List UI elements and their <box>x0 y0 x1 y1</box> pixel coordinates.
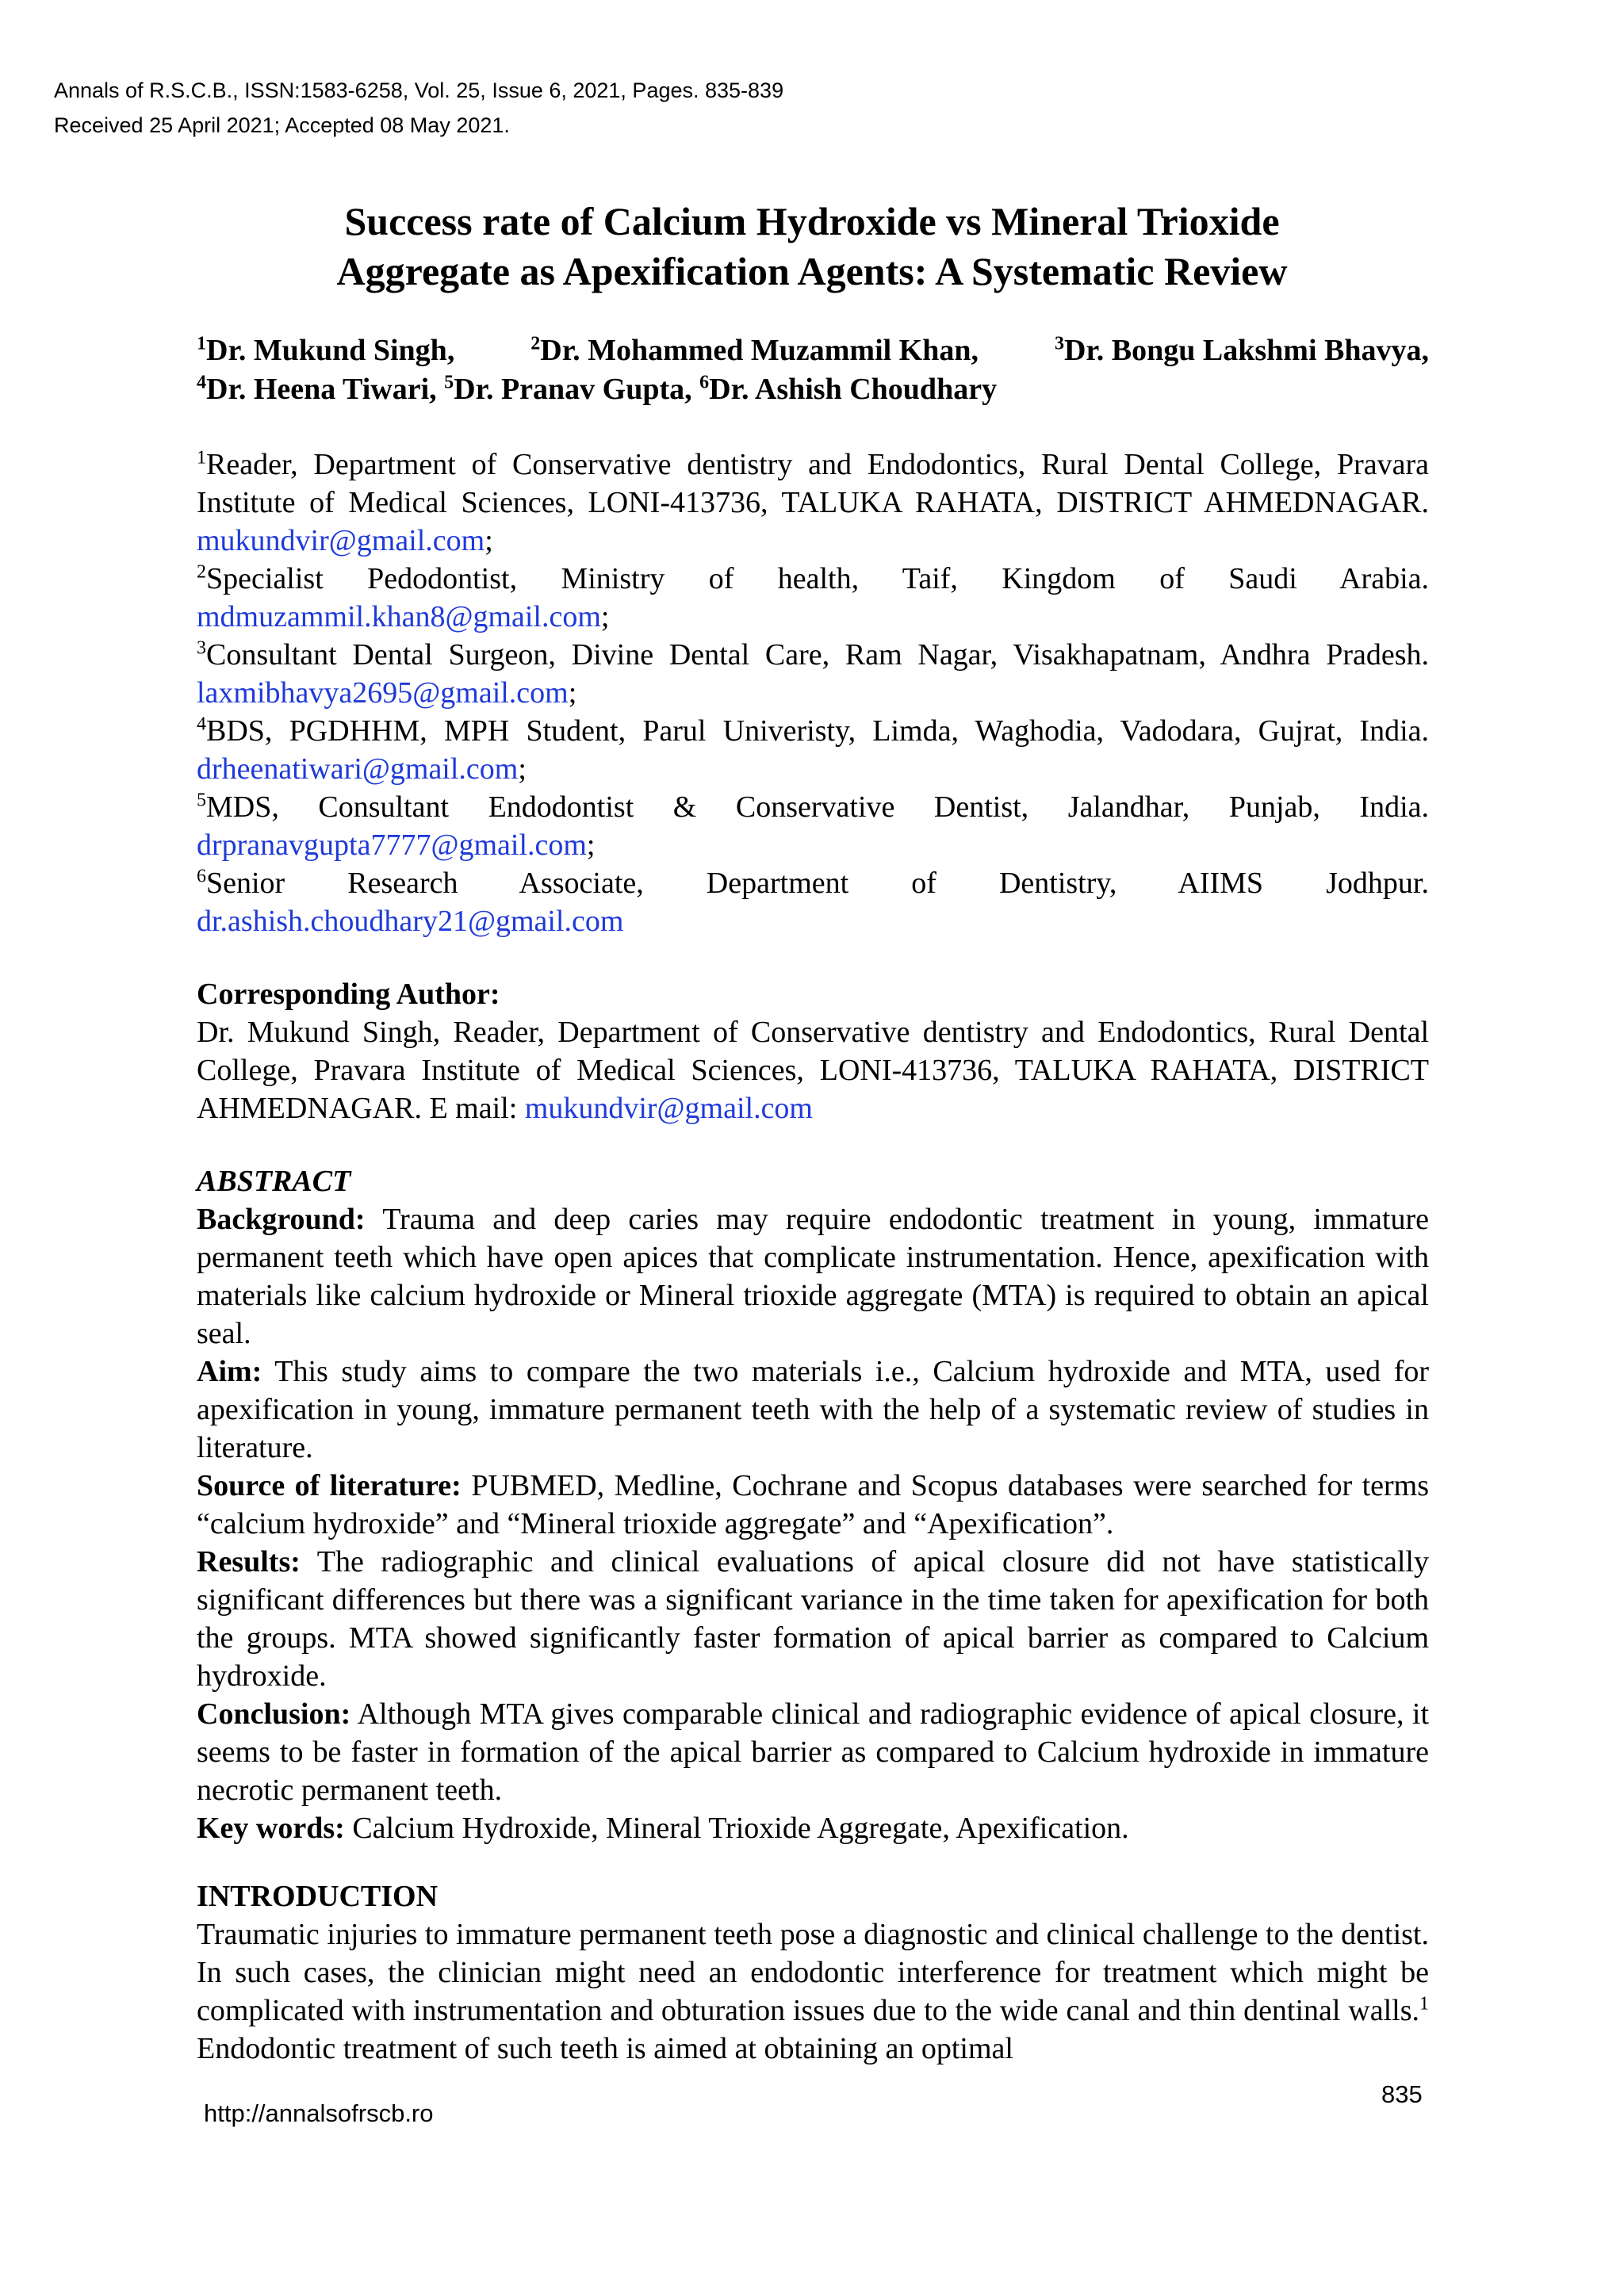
email-link[interactable]: mukundvir@gmail.com <box>197 524 485 557</box>
author: $^2$Dr. Mohammed Muzammil Khan, <box>530 333 979 367</box>
affiliation-1: $^1$Reader, Department of Conservative dentistry and Endodontics, Rural Dental College, Pravara Institute of Medical Sciences, LONI-413736, TALUKA RAHATA, DISTRICT AHMEDNAGAR. mukundvir@gmail.com; <box>197 447 1429 557</box>
journal-header <box>54 73 783 143</box>
affiliation-3: $^3$Consultant Dental Surgeon, Divine Dental Care, Ram Nagar, Visakhapatnam, Andhra Pradesh. laxmibhavya2695@gmail.com; <box>197 637 1429 710</box>
email-link[interactable]: drheenatiwari@gmail.com <box>197 752 519 786</box>
introduction-text: Traumatic injuries to immature permanent teeth pose a diagnostic and clinical challenge to the dentist. In such cases, the clinician might need an endodontic interference for treatment which might be complicated with instrumentation and obturation issues due to the wide canal and thin dentinal walls.$^1$ Endodontic treatment of such teeth is aimed at obtaining an optimal <box>197 1918 1429 2065</box>
abstract-results: Results: The radiographic and clinical evaluations of apical closure did not have statistically significant differences but there was a significant variance in the time taken for apexification for both the groups. MTA showed significantly faster formation of apical barrier as compared to Calcium hydroxide. <box>197 1545 1429 1693</box>
abstract-background: Background: Trauma and deep caries may require endodontic treatment in young, immature permanent teeth which have open apices that complicate instrumentation. Hence, apexification with materials like calcium hydroxide or Mineral trioxide aggregate (MTA) is required to obtain an apical seal. <box>197 1203 1429 1350</box>
email-link[interactable]: drpranavgupta7777@gmail.com <box>197 828 587 862</box>
affiliation-5: $^5$MDS, Consultant Endodontist & Conservative Dentist, Jalandhar, Punjab, India. drpranavgupta7777@gmail.com; <box>197 790 1429 862</box>
introduction-heading: INTRODUCTION <box>197 1880 439 1913</box>
journal-citation: Annals of R.S.C.B., ISSN:1583-6258, Vol. 25, Issue 6, 2021, Pages. 835-839 <box>54 78 784 102</box>
abstract-source: Source of literature: PUBMED, Medline, Cochrane and Scopus databases were searched for terms “calcium hydroxide” and “Mineral trioxide aggregate” and “Apexification”. <box>197 1469 1430 1540</box>
email-link[interactable]: mukundvir@gmail.com <box>524 1092 813 1125</box>
author-line-2 <box>197 370 1429 409</box>
abstract-aim: Aim: This study aims to compare the two materials i.e., Calcium hydroxide and MTA, used for apexification in young, immature permanent teeth with the help of a systematic review of studies in literature. <box>197 1355 1429 1464</box>
affiliation-4: $^4$BDS, PGDHHM, MPH Student, Parul Univeristy, Limda, Waghodia, Vadodara, Gujrat, India. drheenatiwari@gmail.com; <box>197 714 1429 786</box>
author-line-1 <box>197 331 1429 370</box>
page-number: 835 <box>1381 2080 1423 2108</box>
corresponding-author <box>197 975 1429 1127</box>
citation-ref: 1 <box>1419 1993 1429 2015</box>
author: $^1$Dr. Mukund Singh, <box>197 333 455 367</box>
affiliations <box>197 446 1429 940</box>
author: $^5$Dr. Pranav Gupta, <box>444 372 700 406</box>
author-list <box>197 331 1429 409</box>
affiliation-6: $^6$Senior Research Associate, Department of Dentistry, AIIMS Jodhpur. dr.ashish.choudhary21@gmail.com <box>197 866 1429 938</box>
email-link[interactable]: dr.ashish.choudhary21@gmail.com <box>197 905 624 938</box>
received-accepted-dates: Received 25 April 2021; Accepted 08 May 2021. <box>54 113 510 137</box>
email-link[interactable]: laxmibhavya2695@gmail.com <box>197 676 569 710</box>
author: $^3$Dr. Bongu Lakshmi Bhavya, <box>1054 333 1429 367</box>
paper-title <box>0 197 1624 297</box>
affiliation-2: $^2$Specialist Pedodontist, Ministry of health, Taif, Kingdom of Saudi Arabia. mdmuzammil.khan8@gmail.com; <box>197 561 1429 633</box>
abstract-keywords: Key words: Calcium Hydroxide, Mineral Trioxide Aggregate, Apexification. <box>197 1812 1129 1845</box>
introduction-section <box>197 1877 1429 2068</box>
abstract-conclusion: Conclusion: Although MTA gives comparable clinical and radiographic evidence of apical closure, it seems to be faster in formation of the apical barrier as compared to Calcium hydroxide in immature necrotic permanent teeth. <box>197 1697 1429 1807</box>
title-line-2: Aggregate as Apexification Agents: A Systematic Review <box>336 249 1288 293</box>
author: $^6$Dr. Ashish Choudhary <box>699 372 998 406</box>
email-link[interactable]: mdmuzammil.khan8@gmail.com <box>197 600 601 633</box>
title-line-1: Success rate of Calcium Hydroxide vs Mineral Trioxide <box>344 199 1280 243</box>
footer-url: http://annalsofrscb.ro <box>204 2099 434 2127</box>
abstract-section <box>197 1162 1429 1847</box>
corresponding-details: Dr. Mukund Singh, Reader, Department of Conservative dentistry and Endodontics, Rural Dental College, Pravara Institute of Medical Sciences, LONI-413736, TALUKA RAHATA, DISTRICT AHMEDNAGAR. E mail: mukundvir@gmail.com <box>197 1016 1429 1125</box>
author: $^4$Dr. Heena Tiwari, <box>197 372 445 406</box>
corresponding-heading: Corresponding Author: <box>197 978 500 1011</box>
abstract-heading: ABSTRACT <box>197 1165 351 1198</box>
